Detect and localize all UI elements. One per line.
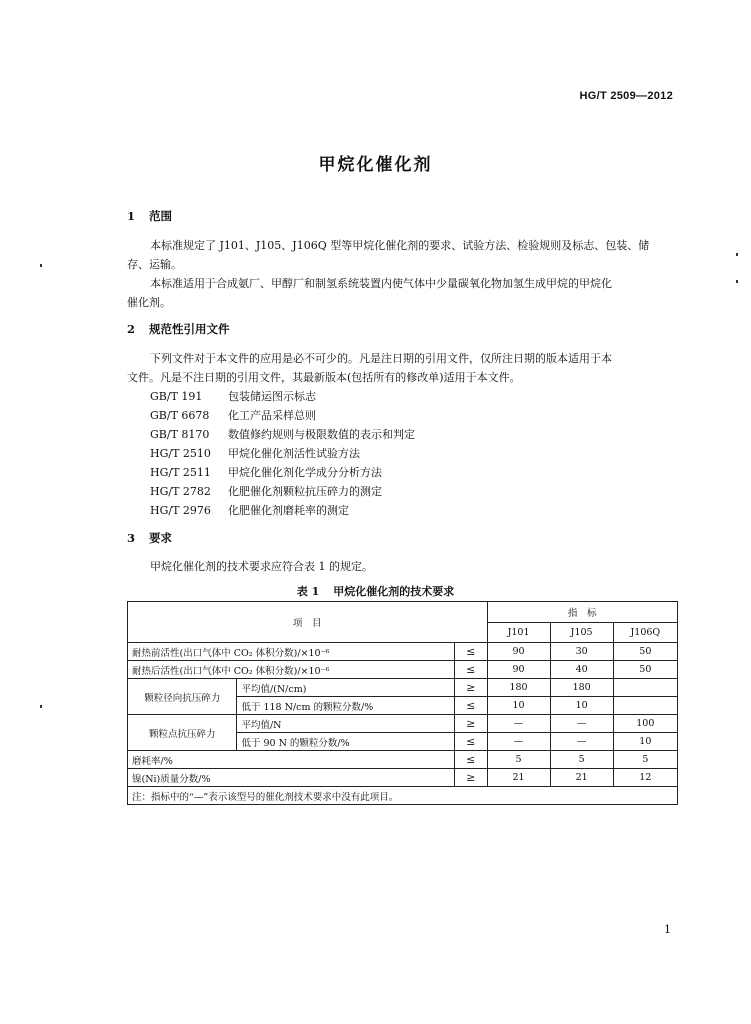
- row-value: 21: [550, 769, 613, 787]
- col-j105: J105: [550, 622, 613, 643]
- row-value: —: [550, 733, 613, 751]
- section-3-heading: [127, 530, 172, 546]
- row-value: 50: [613, 661, 677, 679]
- row-symbol: ≤: [454, 661, 487, 679]
- table-row: [128, 661, 678, 679]
- row-label: 平均值/(N/cm): [237, 679, 454, 697]
- row-value: 10: [550, 697, 613, 715]
- row-value: 10: [487, 697, 550, 715]
- table-row: [128, 679, 678, 697]
- scan-speck: [736, 253, 738, 256]
- header-item-cell: 项 目: [128, 602, 488, 643]
- table-row: [128, 769, 678, 787]
- section-2-heading: [127, 321, 230, 337]
- standard-code: HG/T 2509—2012: [579, 90, 673, 102]
- reference-item: HG/T 2976 化肥催化剂磨耗率的测定: [150, 504, 349, 517]
- row-label: 低于 90 N 的颗粒分数/%: [237, 733, 454, 751]
- header-index-cell: 指 标: [487, 602, 678, 623]
- section-1-para-2-line-2: 催化剂。: [127, 296, 171, 309]
- section-1-para-1-line-2: 存、运输。: [127, 258, 182, 271]
- scan-speck: [40, 705, 42, 708]
- table-row: [128, 751, 678, 769]
- row-symbol: ≥: [454, 715, 487, 733]
- table-number: 表 1: [296, 585, 320, 598]
- section-2-number: 2: [127, 322, 136, 336]
- row-label: 低于 118 N/cm 的颗粒分数/%: [237, 697, 454, 715]
- table-note-row: [128, 787, 678, 805]
- table-caption: [0, 583, 751, 599]
- reference-item: GB/T 6678 化工产品采样总则: [150, 409, 316, 422]
- table-header-row: [128, 602, 678, 623]
- reference-item: HG/T 2510 甲烷化催化剂活性试验方法: [150, 447, 360, 460]
- scan-speck: [40, 264, 42, 267]
- row-value: —: [487, 733, 550, 751]
- row-value: 180: [487, 679, 550, 697]
- row-value: 5: [550, 751, 613, 769]
- section-3-title: 要求: [149, 531, 172, 545]
- row-symbol: ≤: [454, 733, 487, 751]
- row-value: 21: [487, 769, 550, 787]
- section-3-number: 3: [127, 531, 136, 545]
- row-value: 30: [550, 643, 613, 661]
- section-2-intro-line-2: 文件。凡是不注日期的引用文件，其最新版本(包括所有的修改单)适用于本文件。: [127, 371, 521, 384]
- section-3-text: 甲烷化催化剂的技术要求应符合表 1 的规定。: [150, 560, 373, 573]
- row-group-label: 颗粒点抗压碎力: [128, 715, 237, 751]
- row-symbol: ≤: [454, 751, 487, 769]
- reference-item: HG/T 2782 化肥催化剂颗粒抗压碎力的测定: [150, 485, 382, 498]
- col-j106q: J106Q: [613, 622, 677, 643]
- row-value: 50: [613, 643, 677, 661]
- row-label: 镍(Ni)质量分数/%: [128, 769, 455, 787]
- row-group-label: 颗粒径向抗压碎力: [128, 679, 237, 715]
- section-1-para-2-line-1: 本标准适用于合成氨厂、甲醇厂和制氢系统装置内使气体中少量碳氧化物加氢生成甲烷的甲烷化: [150, 277, 612, 290]
- row-value: 5: [613, 751, 677, 769]
- row-value: [613, 679, 677, 697]
- section-1-title: 范围: [149, 209, 172, 223]
- row-symbol: ≤: [454, 643, 487, 661]
- col-j101: J101: [487, 622, 550, 643]
- table-row: [128, 643, 678, 661]
- row-value: 5: [487, 751, 550, 769]
- row-label: 耐热前活性(出口气体中 CO₂ 体积分数)/×10⁻⁶: [128, 643, 455, 661]
- row-value: [613, 697, 677, 715]
- row-value: 100: [613, 715, 677, 733]
- row-value: 10: [613, 733, 677, 751]
- row-label: 平均值/N: [237, 715, 454, 733]
- row-value: 12: [613, 769, 677, 787]
- reference-item: HG/T 2511 甲烷化催化剂化学成分分析方法: [150, 466, 382, 479]
- row-label: 耐热后活性(出口气体中 CO₂ 体积分数)/×10⁻⁶: [128, 661, 455, 679]
- row-symbol: ≥: [454, 679, 487, 697]
- section-1-heading: [127, 208, 172, 224]
- scan-speck: [736, 280, 738, 283]
- section-2-intro-line-1: 下列文件对于本文件的应用是必不可少的。凡是注日期的引用文件，仅所注日期的版本适用于本: [150, 352, 612, 365]
- row-symbol: ≤: [454, 697, 487, 715]
- section-2-title: 规范性引用文件: [149, 322, 230, 336]
- reference-item: GB/T 8170 数值修约规则与极限数值的表示和判定: [150, 428, 415, 441]
- row-value: —: [487, 715, 550, 733]
- row-value: 180: [550, 679, 613, 697]
- table-row: [128, 715, 678, 733]
- spec-table: [127, 601, 678, 805]
- section-1-number: 1: [127, 209, 136, 223]
- document-title: 甲烷化催化剂: [318, 155, 433, 175]
- row-value: 40: [550, 661, 613, 679]
- row-symbol: ≥: [454, 769, 487, 787]
- row-value: —: [550, 715, 613, 733]
- row-value: 90: [487, 661, 550, 679]
- page-number: 1: [664, 923, 671, 936]
- row-label: 磨耗率/%: [128, 751, 455, 769]
- table-title: 甲烷化催化剂的技术要求: [333, 585, 455, 598]
- row-value: 90: [487, 643, 550, 661]
- table-note: 注：指标中的“—”表示该型号的催化剂技术要求中没有此项目。: [128, 787, 678, 805]
- section-1-para-1-line-1: 本标准规定了 J101、J105、J106Q 型等甲烷化催化剂的要求、试验方法、检验规则及标志、包装、储: [150, 239, 650, 252]
- reference-item: GB/T 191 包装储运图示标志: [150, 390, 316, 403]
